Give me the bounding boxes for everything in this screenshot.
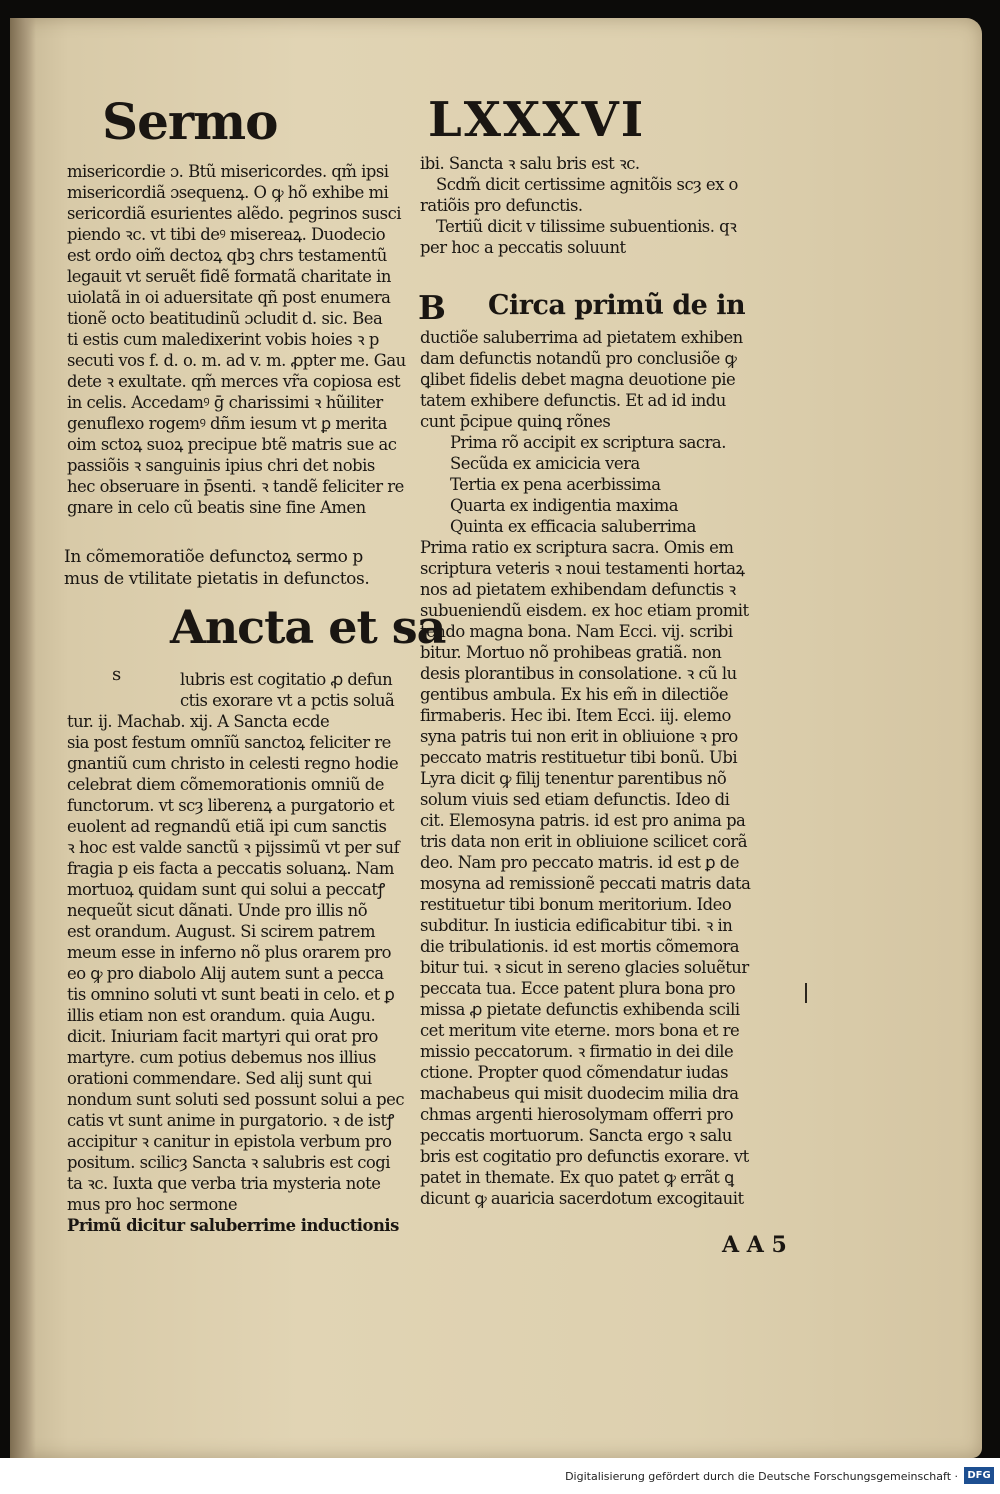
- text-line: ta ꝛc. Iuxta que verba tria mysteria note: [67, 1174, 381, 1193]
- incipit-title-line: In cõmemoratiõe defunctoꝝ sermo p: [64, 547, 363, 567]
- text-line: legauit vt seruẽt fidẽ formatã charitate in: [67, 267, 391, 286]
- text-line: oim sctoꝝ suoꝝ precipue btẽ matris sue ac: [67, 435, 397, 454]
- text-line: illis etiam non est orandum. quia Augu.: [67, 1006, 376, 1025]
- indented-block: [180, 669, 412, 711]
- text-line: ratiõis pro defunctis.: [420, 196, 583, 215]
- text-line: est ordo oim̃ dectoꝝ qbꝫ chrs testamentũ: [67, 246, 387, 265]
- text-line: ibi. Sancta ꝛ salu bris est ꝛc.: [420, 154, 640, 173]
- list-item: Quarta ex indigentia maxima: [450, 496, 679, 515]
- text-line: gnantiũ cum christo in celesti regno hodie: [67, 754, 399, 773]
- text-line: tendo magna bona. Nam Ecci. vij. scribi: [420, 622, 733, 641]
- text-line: missa ꝓ pietate defunctis exhibenda scili: [420, 1000, 740, 1019]
- list-item: Secũda ex amicicia vera: [450, 454, 640, 473]
- text-line: syna patris tui non erit in obliuione ꝛ pro: [420, 727, 738, 746]
- text-line: mortuoꝝ quidam sunt qui solui a peccatꝭ: [67, 880, 385, 899]
- text-line: machabeus qui misit duodecim milia dra: [420, 1084, 739, 1103]
- text-line: tatem exhibere defunctis. Et ad id indu: [420, 391, 726, 410]
- text-line: peccatis mortuorum. Sancta ergo ꝛ salu: [420, 1126, 732, 1145]
- text-line: misericordiã ɔsequenꝝ. O ꝙ hõ exhibe mi: [67, 183, 389, 202]
- text-line: firmaberis. Hec ibi. Item Ecci. iij. elemo: [420, 706, 731, 725]
- right-column-body: [420, 327, 798, 1209]
- text-line: Primũ dicitur saluberrime inductionis: [67, 1216, 399, 1235]
- text-line: piendo ꝛc. vt tibi deꝰ misereaꝝ. Duodecio: [67, 225, 386, 244]
- dfg-logo: DFG: [964, 1467, 994, 1484]
- text-line: positum. scilicȝ Sancta ꝛ salubris est cogi: [67, 1153, 391, 1172]
- text-line: missio peccatorum. ꝛ firmatio in dei dile: [420, 1042, 734, 1061]
- text-line: patet in themate. Ex quo patet ꝙ errãt ꝗ: [420, 1168, 734, 1187]
- text-line: nequeũt sicut dãnati. Unde pro illis nõ: [67, 901, 368, 920]
- text-line: restituetur tibi bonum meritorium. Ideo: [420, 895, 732, 914]
- left-column-lower: [67, 711, 412, 1236]
- list-item: Prima rõ accipit ex scriptura sacra.: [450, 433, 726, 452]
- text-line: secuti vos f. d. o. m. ad v. m. ꝓpter me. Gau: [67, 351, 406, 370]
- display-initial-heading: Ancta et sa: [170, 600, 446, 654]
- section-marker: B: [418, 288, 446, 327]
- text-line: meum esse in inferno nõ plus orarem pro: [67, 943, 392, 962]
- text-line: deo. Nam pro peccato matris. id est ꝑ de: [420, 853, 739, 872]
- incipit-title-line: mus de vtilitate pietatis in defunctos.: [64, 569, 370, 589]
- text-line: ctis exorare vt a pctis soluã: [180, 691, 395, 710]
- text-line: scriptura veteris ꝛ noui testamenti hortaꝝ: [420, 559, 745, 578]
- text-line: tur. ij. Machab. xij. A Sancta ecde: [67, 712, 330, 731]
- signature-mark: A A 5: [722, 1232, 787, 1258]
- text-line: bitur. Mortuo nõ prohibeas gratiã. non: [420, 643, 722, 662]
- text-line: fragia p eis facta a peccatis soluanꝝ. Nam: [67, 859, 394, 878]
- text-line: tis omnino soluti vt sunt beati in celo. et ꝑ: [67, 985, 395, 1004]
- funding-credit: Digitalisierung gefördert durch die Deutsche Forschungsgemeinschaft ·: [565, 1470, 958, 1483]
- text-line: peccato matris restituetur tibi bonũ. Ubi: [420, 748, 738, 767]
- right-column-top: [420, 153, 795, 258]
- text-line: ctione. Propter quod cõmendatur iudas: [420, 1063, 729, 1082]
- text-line: bris est cogitatio pro defunctis exorare. vt: [420, 1147, 749, 1166]
- text-line: chmas argenti hierosolymam offerri pro: [420, 1105, 734, 1124]
- text-line: Lyra dicit ꝙ filij tenentur parentibus nõ: [420, 769, 727, 788]
- running-head-sermo: Sermo: [102, 92, 278, 151]
- left-column: [67, 161, 409, 518]
- text-line: mosyna ad remissionẽ peccati matris data: [420, 874, 751, 893]
- text-line: ductiõe saluberrima ad pietatem exhiben: [420, 328, 743, 347]
- text-line: tris data non erit in obliuione scilicet corã: [420, 832, 748, 851]
- text-line: sericordiã esurientes alẽdo. pegrinos susci: [67, 204, 402, 223]
- text-line: accipitur ꝛ canitur in epistola verbum pro: [67, 1132, 392, 1151]
- text-line: nos ad pietatem exhibendam defunctis ꝛ: [420, 580, 736, 599]
- margin-mark: [805, 983, 807, 1003]
- text-line: Prima ratio ex scriptura sacra. Omis em: [420, 538, 734, 557]
- list-item: Tertia ex pena acerbissima: [450, 475, 661, 494]
- text-line: cit. Elemosyna patris. id est pro anima pa: [420, 811, 746, 830]
- text-line: tionẽ octo beatitudinũ ɔcludit d. sic. Bea: [67, 309, 383, 328]
- text-line: martyre. cum potius debemus nos illius: [67, 1048, 376, 1067]
- guide-letter: s: [112, 664, 122, 685]
- text-line: dam defunctis notandũ pro conclusiõe ꝙ: [420, 349, 737, 368]
- text-line: lubris est cogitatio ꝓ defun: [180, 670, 393, 689]
- text-line: ti estis cum maledixerint vobis hoies ꝛ p: [67, 330, 379, 349]
- text-line: cet meritum vite eterne. mors bona et re: [420, 1021, 740, 1040]
- text-line: desis plorantibus in consolatione. ꝛ cũ lu: [420, 664, 737, 683]
- text-line: passiõis ꝛ sanguinis ipius chri det nobis: [67, 456, 375, 475]
- text-line: euolent ad regnandũ etiã ipi cum sanctis: [67, 817, 387, 836]
- text-line: cunt p̄cipue quinꝗ rõnes: [420, 412, 611, 431]
- text-line: ꝛ hoc est valde sanctũ ꝛ pijssimũ vt per suf: [67, 838, 400, 857]
- text-line: mus pro hoc sermone: [67, 1195, 238, 1214]
- text-line: catis vt sunt anime in purgatorio. ꝛ de istꝭ: [67, 1111, 394, 1130]
- text-line: nondum sunt soluti sed possunt solui a pec: [67, 1090, 405, 1109]
- text-line: dicunt ꝙ auaricia sacerdotum excogitauit: [420, 1189, 744, 1208]
- text-line: dete ꝛ exultate. qm̃ merces vr̃a copiosa est: [67, 372, 401, 391]
- text-line: gnare in celo cũ beatis sine fine Amen: [67, 498, 366, 517]
- list-item: Quinta ex efficacia saluberrima: [450, 517, 696, 536]
- text-line: genuflexo rogemꝰ dñm iesum vt ꝑ merita: [67, 414, 388, 433]
- text-line: Tertiũ dicit v tilissime subuentionis. qꝛ: [436, 217, 737, 236]
- text-line: sia post festum omnĩũ sanctoꝝ feliciter re: [67, 733, 391, 752]
- text-line: ꝗlibet fidelis debet magna deuotione pie: [420, 370, 736, 389]
- text-line: subditur. In iusticia edificabitur tibi. ꝛ in: [420, 916, 733, 935]
- text-line: functorum. vt scȝ liberenꝝ a purgatorio et: [67, 796, 395, 815]
- text-line: uiolatã in oi aduersitate qñ post enumera: [67, 288, 391, 307]
- text-line: dicit. Iniuriam facit martyri qui orat pro: [67, 1027, 378, 1046]
- text-line: bitur tui. ꝛ sicut in sereno glacies soluẽtur: [420, 958, 749, 977]
- text-line: celebrat diem cõmemorationis omniũ de: [67, 775, 384, 794]
- text-line: per hoc a peccatis soluunt: [420, 238, 626, 257]
- incipit-title: [64, 546, 369, 590]
- footer-bar: [0, 1458, 1000, 1494]
- text-line: subueniendũ eisdem. ex hoc etiam promit: [420, 601, 749, 620]
- text-line: hec obseruare in p̄senti. ꝛ tandẽ feliciter re: [67, 477, 404, 496]
- folio-number: LXXXVI: [428, 92, 646, 148]
- text-line: eo ꝙ pro diabolo Alij autem sunt a pecca: [67, 964, 384, 983]
- text-line: est orandum. August. Si scirem patrem: [67, 922, 376, 941]
- section-heading: Circa primũ de in: [488, 290, 746, 321]
- text-line: orationi commendare. Sed alij sunt qui: [67, 1069, 372, 1088]
- text-line: in celis. Accedamꝰ ḡ charissimi ꝛ hũiliter: [67, 393, 383, 412]
- text-line: solum viuis sed etiam defunctis. Ideo di: [420, 790, 730, 809]
- text-line: die tribulationis. id est mortis cõmemora: [420, 937, 740, 956]
- text-line: gentibus ambula. Ex his em̃ in dilectiõe: [420, 685, 729, 704]
- text-line: peccata tua. Ecce patent plura bona pro: [420, 979, 736, 998]
- text-line: misericordie ɔ. Btũ misericordes. qm̃ ipsi: [67, 162, 389, 181]
- text-line: Scdm̃ dicit certissime agnitõis scȝ ex o: [436, 175, 738, 194]
- binding-edge: [10, 18, 36, 1458]
